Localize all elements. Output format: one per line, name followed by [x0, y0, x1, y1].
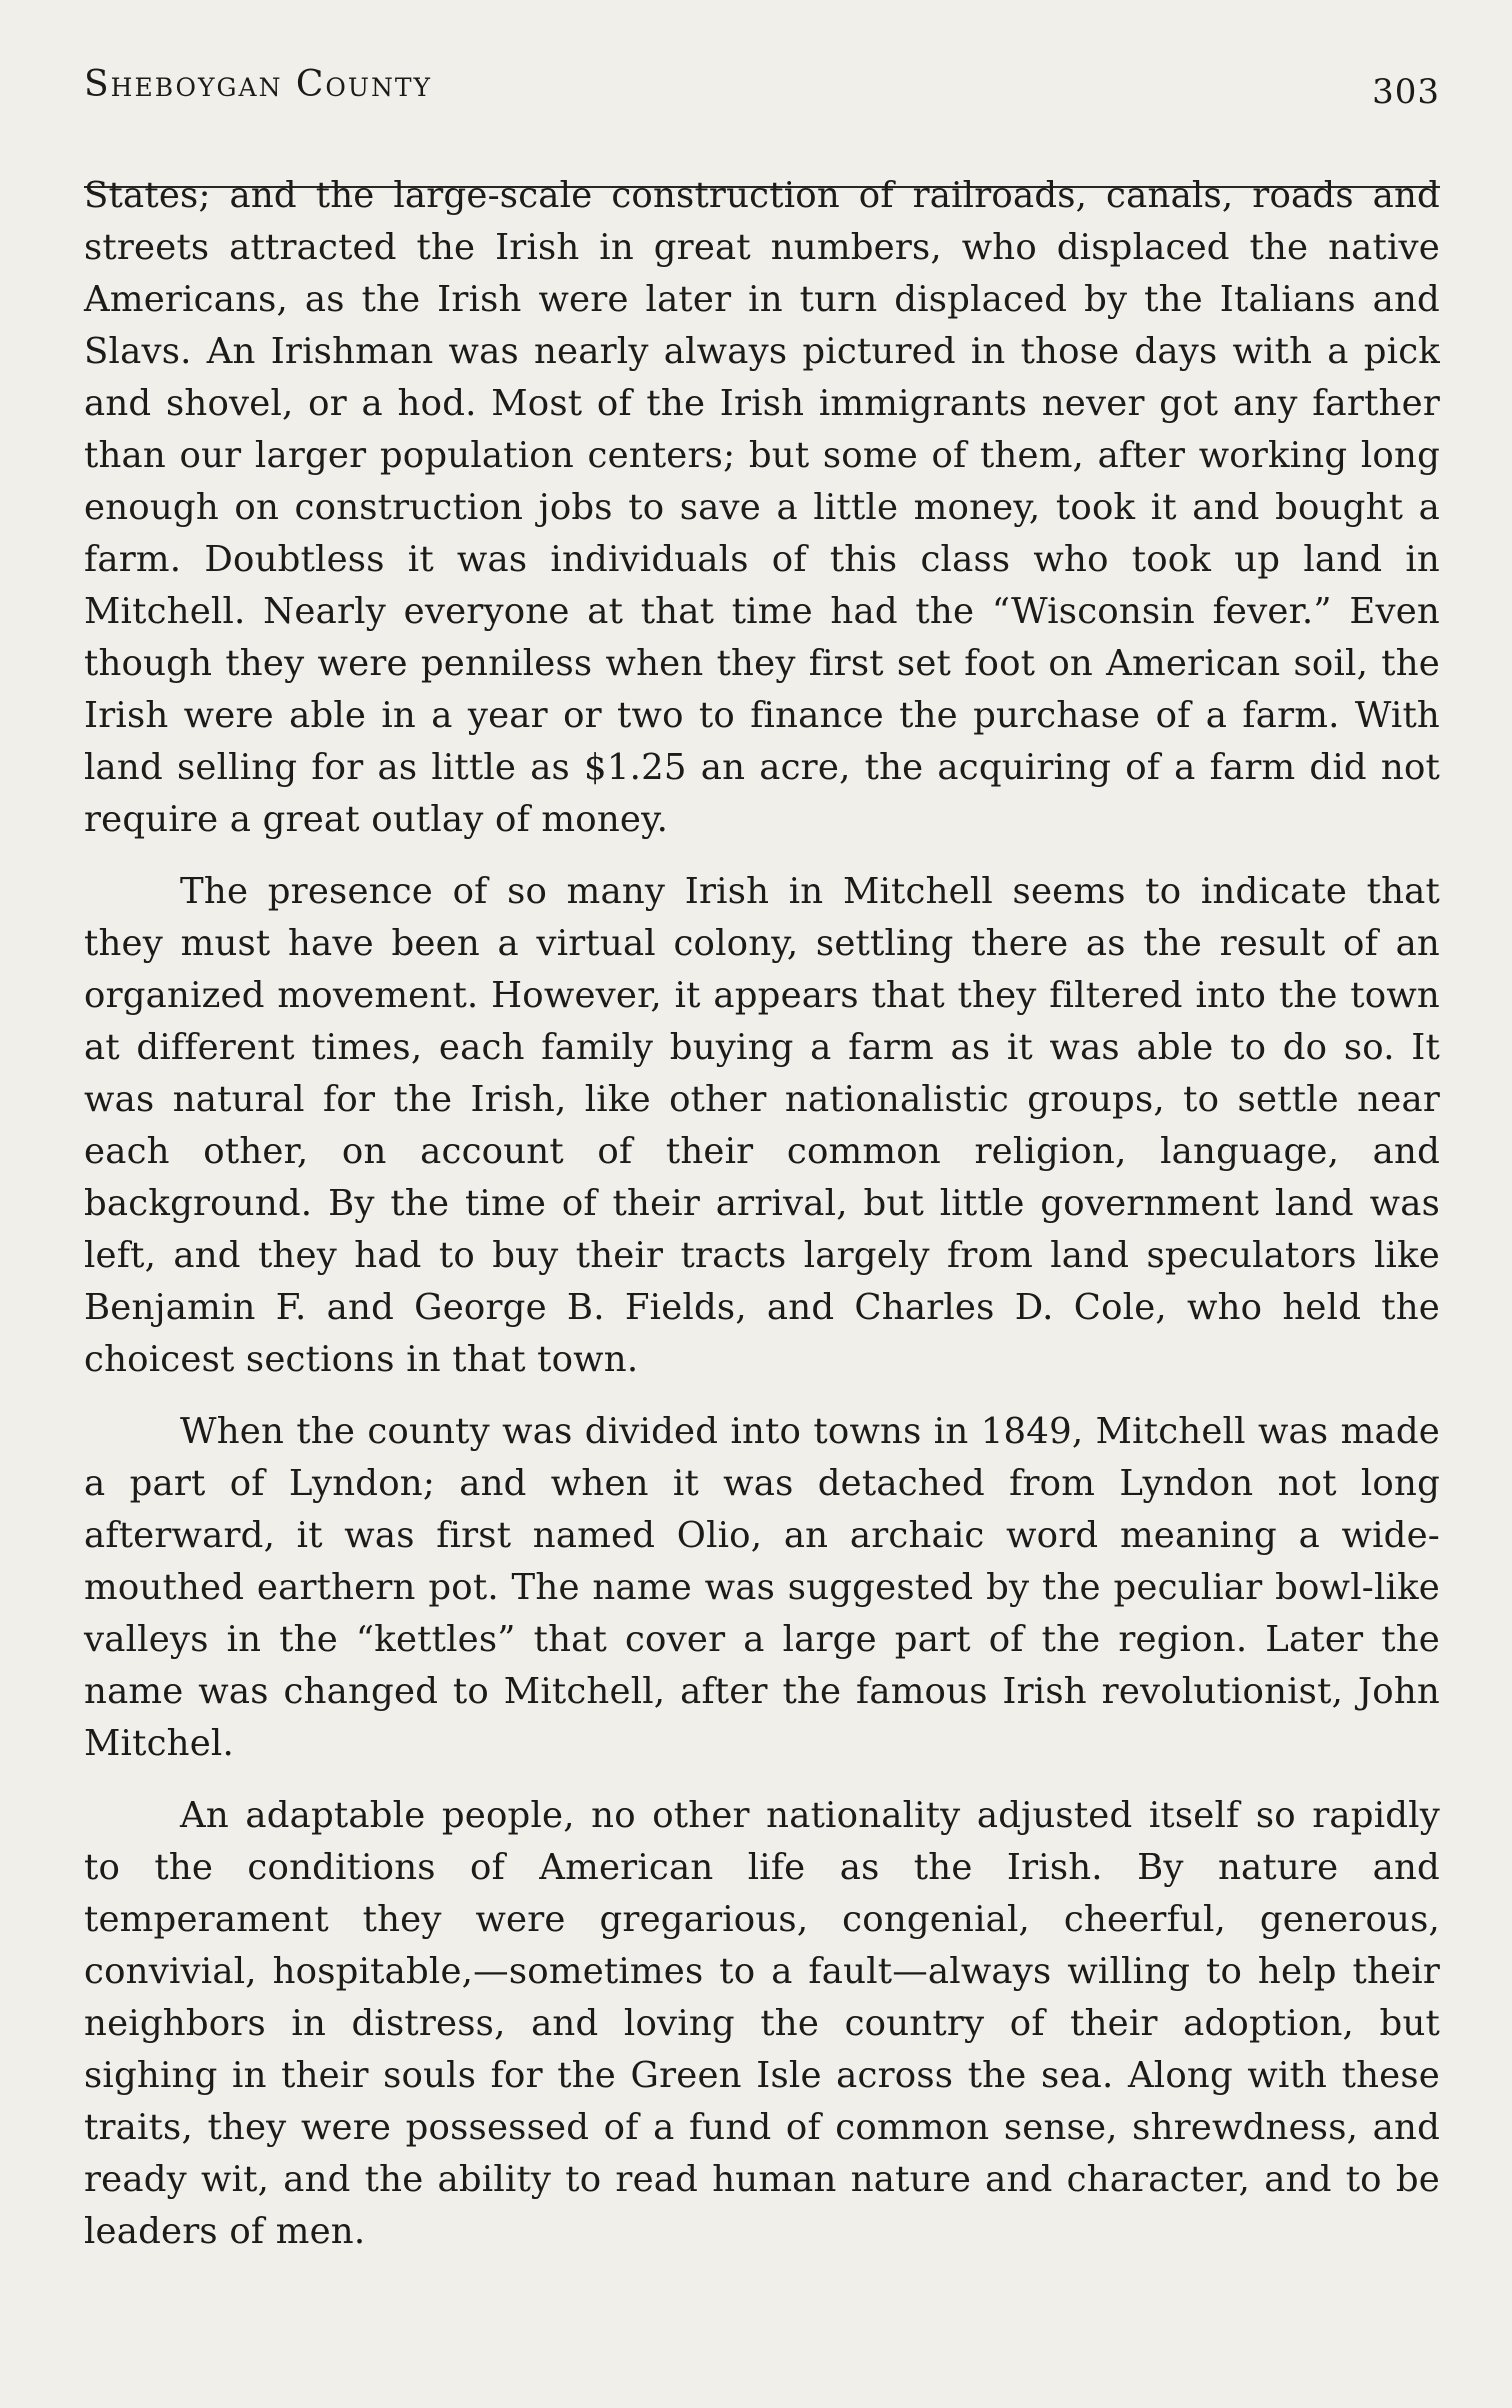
book-page: [84, 0, 1440, 2408]
paragraph: An adaptable people, no other nationality adjusted itself so rapidly to the conditions of American life as the Irish. By nature and temperament they were gregarious, congenial, cheerful, generous, convivial, hospitable,—sometimes to a fault—always willing to help their neighbors in distress, and loving the country of their adoption, but sighing in their souls for the Green Isle across the sea. Along with these traits, they were possessed of a fund of common sense, shrewdness, and ready wit, and the ability to read human nature and character, and to be leaders of men.: [84, 1795, 1440, 2252]
body-text: [84, 170, 1440, 2278]
running-header: [84, 60, 1440, 130]
page-number: 303: [1372, 72, 1440, 112]
paragraph: The presence of so many Irish in Mitchell seems to indicate that they must have been a virtual colony, settling there as the result of an organized movement. However, it appears that they filtered into the town at different times, each family buying a farm as it was able to do so. It was natural for the Irish, like other nationalistic groups, to settle near each other, on account of their common religion, language, and background. By the time of their arrival, but little government land was left, and they had to buy their tracts largely from land speculators like Benjamin F. and George B. Fields, and Charles D. Cole, who held the choicest sections in that town.: [84, 871, 1440, 1380]
running-title: Sheboygan County: [84, 64, 433, 105]
paragraph: When the county was divided into towns in 1849, Mitchell was made a part of Lyndon; and when it was detached from Lyndon not long afterward, it was first named Olio, an archaic word meaning a wide-mouthed earthern pot. The name was suggested by the peculiar bowl-like valleys in the “kettles” that cover a large part of the region. Later the name was changed to Mitchell, after the famous Irish revolutionist, John Mitchel.: [84, 1411, 1440, 1764]
paragraph: States; and the large-scale construction of railroads, canals, roads and streets attracted the Irish in great numbers, who displaced the native Americans, as the Irish were later in turn displaced by the Italians and Slavs. An Irishman was nearly always pictured in those days with a pick and shovel, or a hod. Most of the Irish immigrants never got any farther than our larger population centers; but some of them, after working long enough on construction jobs to save a little money, took it and bought a farm. Doubtless it was individuals of this class who took up land in Mitchell. Nearly everyone at that time had the “Wisconsin fever.” Even though they were penniless when they first set foot on American soil, the Irish were able in a year or two to finance the purchase of a farm. With land selling for as little as $1.25 an acre, the acquiring of a farm did not require a great outlay of money.: [84, 175, 1440, 840]
